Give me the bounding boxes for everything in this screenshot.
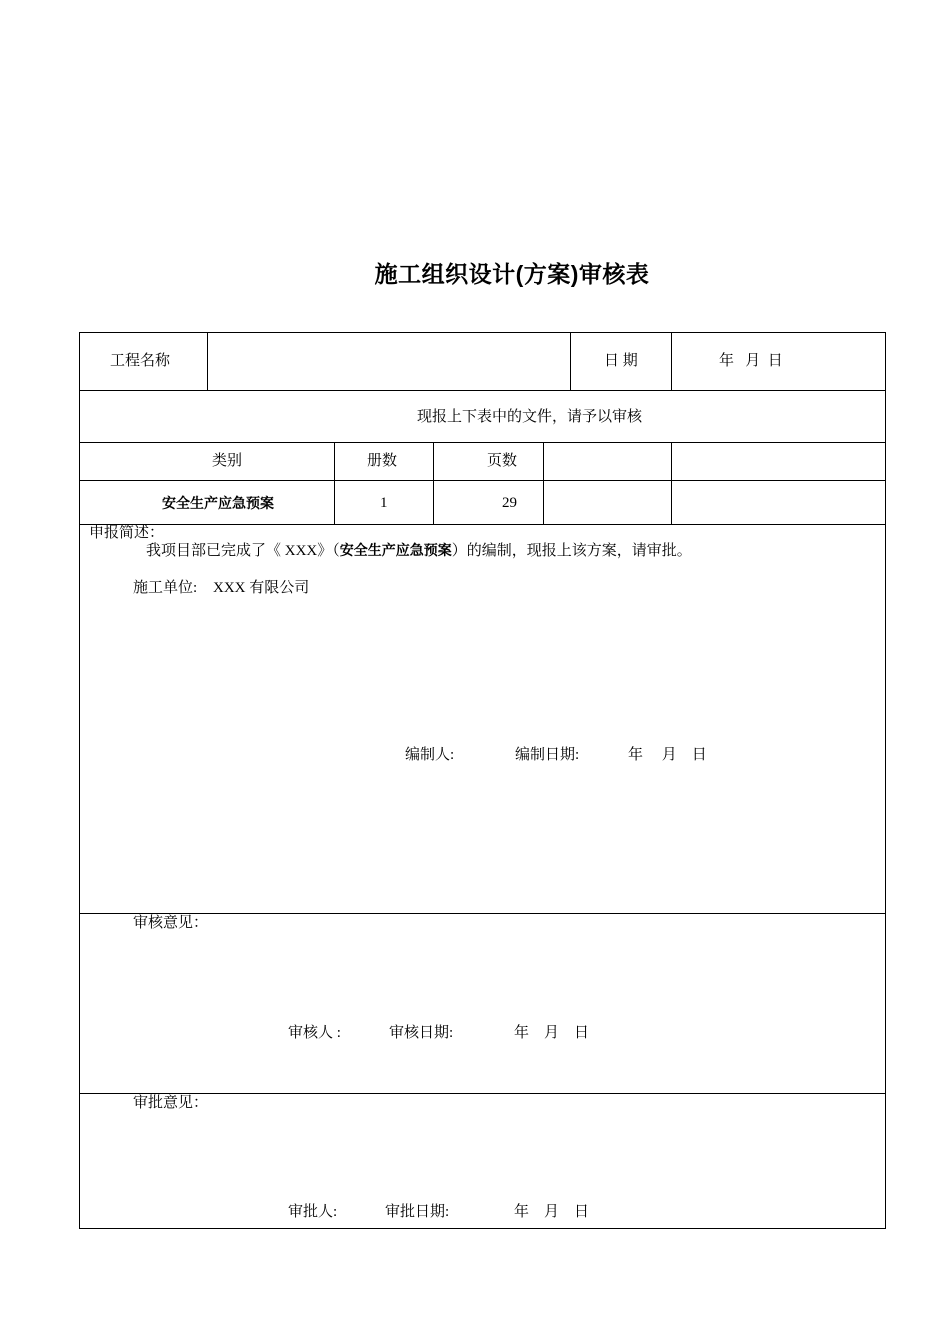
- row-volumes: 1: [380, 495, 388, 511]
- edit-date-value: 年 月 日: [628, 747, 707, 763]
- report-statement: [146, 541, 692, 560]
- table-border-left: [79, 332, 80, 1229]
- construction-unit-value: XXX 有限公司: [213, 580, 310, 596]
- approver-label: 审批人:: [288, 1204, 338, 1220]
- table-border-right: [885, 332, 886, 1229]
- approval-label: 审批意见：: [133, 1095, 209, 1111]
- form-title: 施工组织设计(方案)审核表: [374, 261, 650, 287]
- date-label: 日 期: [604, 353, 638, 369]
- table-divider: [207, 332, 208, 390]
- table-border-bottom: [79, 1228, 886, 1229]
- column-header-volumes: 册数: [367, 453, 398, 469]
- project-name-label: 工程名称: [110, 353, 171, 369]
- approval-date-value: 年 月 日: [514, 1204, 590, 1220]
- table-divider: [334, 442, 335, 524]
- table-divider: [543, 442, 544, 524]
- construction-unit-label: 施工单位:: [133, 580, 198, 596]
- notice-text: 现报上下表中的文件，请予以审核: [417, 409, 643, 425]
- table-divider: [79, 442, 886, 443]
- editor-label: 编制人:: [405, 747, 455, 763]
- table-divider: [79, 390, 886, 391]
- report-text-post: ）的编制，现报上该方案，请审批。: [451, 543, 692, 559]
- review-date-value: 年 月 日: [514, 1025, 590, 1041]
- review-date-label: 审核日期:: [389, 1025, 454, 1041]
- row-pages: 29: [502, 495, 517, 511]
- table-divider: [570, 332, 571, 390]
- report-label: 申报简述：: [89, 525, 165, 541]
- column-header-category: 类别: [212, 453, 243, 469]
- review-label: 审核意见：: [133, 915, 209, 931]
- table-divider: [671, 332, 672, 390]
- table-divider: [79, 480, 886, 481]
- approval-date-label: 审批日期:: [385, 1204, 450, 1220]
- table-divider: [79, 524, 886, 525]
- column-header-pages: 页数: [487, 453, 518, 469]
- table-divider: [433, 442, 434, 524]
- table-border-top: [79, 332, 886, 333]
- reviewer-label: 审核人 :: [288, 1025, 341, 1041]
- edit-date-label: 编制日期:: [515, 747, 580, 763]
- table-divider: [671, 442, 672, 524]
- date-value[interactable]: 年 月 日: [719, 353, 783, 369]
- row-category: 安全生产应急预案: [162, 495, 274, 511]
- report-text-plan: 安全生产应急预案: [339, 542, 452, 558]
- report-text-pre: 我项目部已完成了《 XXX》（: [146, 543, 340, 559]
